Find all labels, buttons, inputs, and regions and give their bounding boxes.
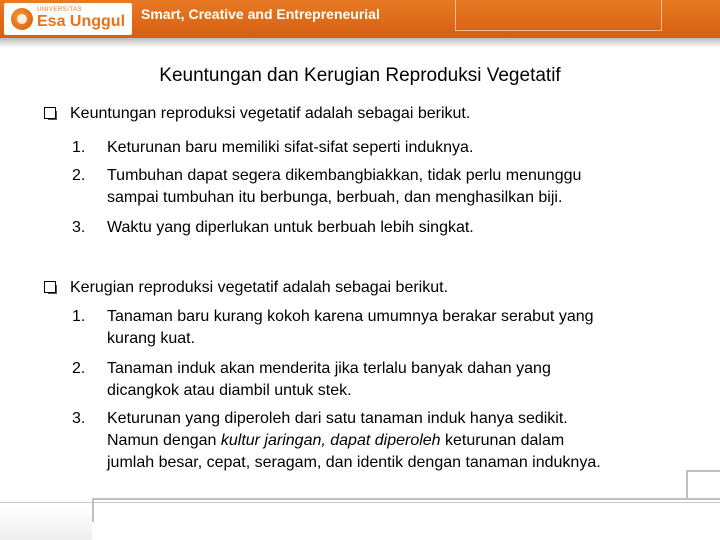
bullet-checkbox-icon (44, 281, 56, 293)
list-item-text (107, 358, 697, 402)
section-heading-disadvantages: Kerugian reproduksi vegetatif adalah sebagai berikut. (70, 279, 449, 296)
list-item-line: Keturunan yang diperoleh dari satu tanaman induk hanya sedikit. (107, 410, 568, 427)
list-item-text (107, 137, 697, 159)
logo-name: Esa Unggul (37, 13, 126, 30)
logo-subtitle: UNIVERSITAS (37, 7, 83, 13)
list-item-line: sampai tumbuhan itu berbunga, berbuah, dan menghasilkan biji. (107, 189, 563, 206)
list-item-number: 2. (72, 360, 86, 377)
footer-gradient (0, 505, 92, 540)
list-item-line: jumlah besar, cepat, seragam, dan identik dengan tanaman induknya. (107, 454, 601, 471)
slide-title: Keuntungan dan Kerugian Reproduksi Vegetatif (159, 65, 561, 86)
header-tagline: Smart, Creative and Entrepreneurial (141, 6, 380, 22)
list-item-text (107, 408, 697, 474)
bullet-checkbox-icon (44, 107, 56, 119)
university-logo (4, 3, 132, 35)
list-item-line: Tumbuhan dapat segera dikembangbiakkan, tidak perlu menunggu (107, 167, 582, 184)
list-item-number: 1. (72, 139, 86, 156)
list-item-line: kurang kuat. (107, 330, 196, 347)
text-run: keturunan dalam (440, 432, 565, 449)
list-item-number: 2. (72, 167, 86, 184)
header-decoration (455, 0, 662, 31)
header-banner (0, 0, 720, 38)
section-heading-advantages: Keuntungan reproduksi vegetatif adalah sebagai berikut. (70, 105, 471, 122)
list-item-number: 1. (72, 308, 86, 325)
list-item-line: Tanaman baru kurang kokoh karena umumnya berakar serabut yang (107, 308, 594, 325)
text-run: Namun dengan (107, 432, 221, 449)
italic-text-run: kultur jaringan, dapat diperoleh (220, 432, 441, 449)
list-item-number: 3. (72, 219, 86, 236)
list-item-line: Waktu yang diperlukan untuk berbuah lebih singkat. (107, 219, 474, 236)
list-item-line: dicangkok atau diambil untuk stek. (107, 382, 352, 399)
header-shadow (0, 38, 720, 48)
list-item-text (107, 165, 697, 209)
list-item-text (107, 306, 697, 350)
list-item-text (107, 217, 697, 239)
list-item-number: 3. (72, 410, 86, 427)
list-item-line: Tanaman induk akan menderita jika terlalu banyak dahan yang (107, 360, 551, 377)
list-item-line (107, 430, 697, 452)
footer-corner-frame (686, 470, 720, 500)
list-item-line: Keturunan baru memiliki sifat-sifat seperti induknya. (107, 139, 474, 156)
footer-frame (92, 498, 720, 522)
logo-emblem-icon (11, 8, 33, 30)
